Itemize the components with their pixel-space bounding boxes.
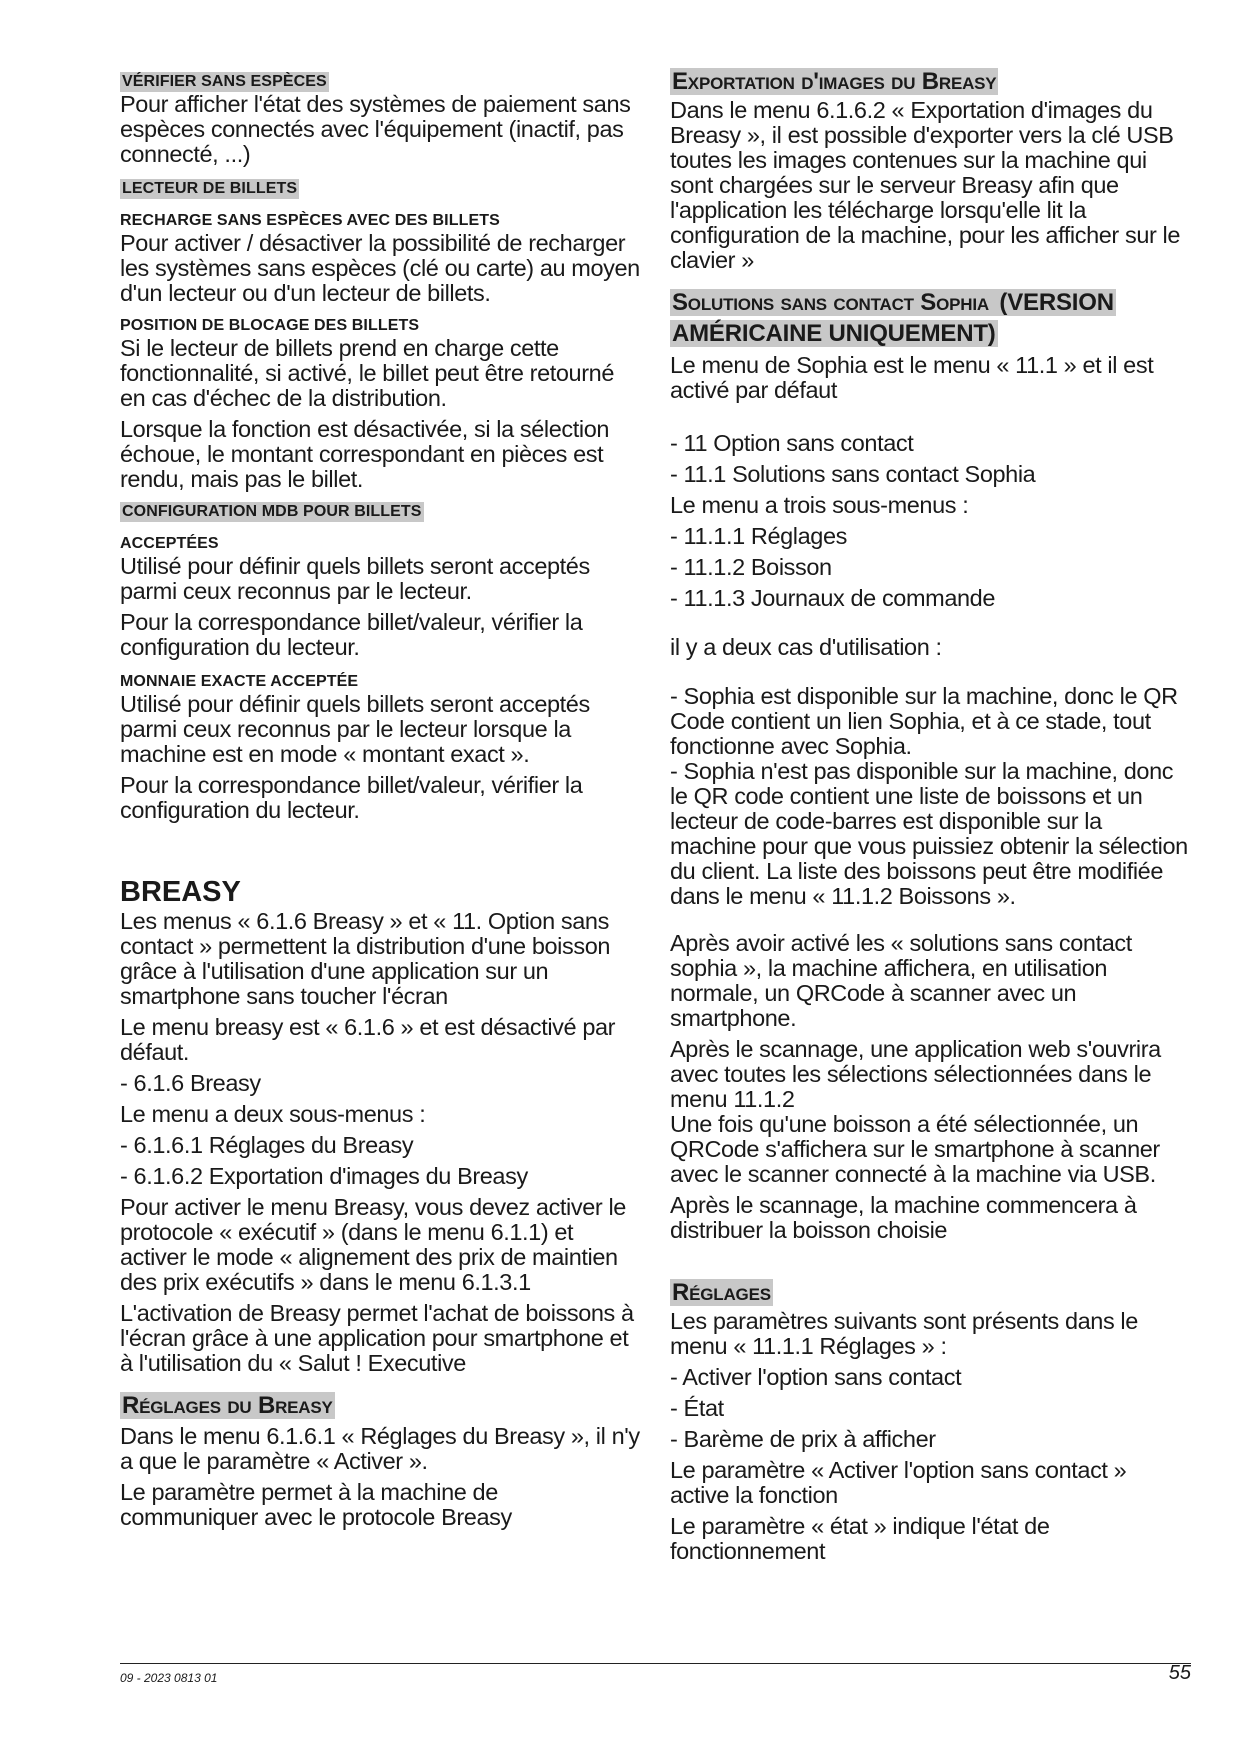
page-number: 55 bbox=[1168, 1662, 1191, 1684]
subheading-recharge: RECHARGE SANS ESPÈCES AVEC DES BILLETS bbox=[120, 212, 500, 229]
list-item: - État bbox=[670, 1395, 724, 1421]
paragraph: Les paramètres suivants sont présents dans le menu « 11.1.1 Réglages » : bbox=[670, 1308, 1138, 1359]
document-code: 09 - 2023 0813 01 bbox=[120, 1671, 218, 1685]
paragraph: Le menu de Sophia est le menu « 11.1 » et il est activé par défaut bbox=[670, 352, 1154, 403]
paragraph: Le menu a trois sous-menus : bbox=[670, 492, 969, 518]
paragraph: Le menu a deux sous-menus : bbox=[120, 1101, 426, 1127]
list-item: - 11.1.3 Journaux de commande bbox=[670, 585, 995, 611]
paragraph: L'activation de Breasy permet l'achat de boissons à l'écran grâce à une application pour smartphone et à l'utilisation du « Salut ! Executive bbox=[120, 1300, 634, 1376]
subheading-acceptees: ACCEPTÉES bbox=[120, 535, 219, 552]
footer-divider bbox=[120, 1663, 1191, 1664]
heading-verifier-sans-especes: VÉRIFIER SANS ESPÈCES bbox=[122, 73, 327, 90]
paragraph: Les menus « 6.1.6 Breasy » et « 11. Option sans contact » permettent la distribution d'une boisson grâce à l'utilisation d'une application sur un smartphone sans toucher l'écran bbox=[120, 908, 611, 1009]
paragraph: Pour la correspondance billet/valeur, vérifier la configuration du lecteur. bbox=[120, 772, 583, 823]
heading-reglages-du-breasy: Réglages du Breasy bbox=[122, 1392, 333, 1419]
paragraph: Dans le menu 6.1.6.1 « Réglages du Breasy », il n'y a que le paramètre « Activer ». bbox=[120, 1423, 640, 1474]
list-item: - 11.1 Solutions sans contact Sophia bbox=[670, 461, 1036, 487]
list-item: - 11 Option sans contact bbox=[670, 430, 914, 456]
paragraph: Après avoir activé les « solutions sans contact sophia », la machine affichera, en utilisation normale, un QRCode à scanner avec un smartphone. bbox=[670, 930, 1132, 1031]
paragraph: il y a deux cas d'utilisation : bbox=[670, 634, 942, 660]
paragraph: Lorsque la fonction est désactivée, si la sélection échoue, le montant correspondant en pièces est rendu, mais pas le billet. bbox=[120, 416, 610, 492]
paragraph: Le paramètre permet à la machine de communiquer avec le protocole Breasy bbox=[120, 1479, 512, 1530]
paragraph: Pour la correspondance billet/valeur, vérifier la configuration du lecteur. bbox=[120, 609, 583, 660]
paragraph: Le menu breasy est « 6.1.6 » et est désactivé par défaut. bbox=[120, 1014, 616, 1065]
paragraph: Dans le menu 6.1.6.2 « Exportation d'images du Breasy », il est possible d'exporter vers la clé USB toutes les images contenues sur la machine qui sont chargées sur le serveur Breasy afin que l'application les télécharge lorsqu'elle lit la configuration de la machine, pour les afficher sur le clavier » bbox=[670, 97, 1181, 273]
list-item: - 6.1.6.1 Réglages du Breasy bbox=[120, 1132, 414, 1158]
subheading-monnaie-exacte: MONNAIE EXACTE ACCEPTÉE bbox=[120, 673, 359, 690]
paragraph: Pour afficher l'état des systèmes de paiement sans espèces connectés avec l'équipement (inactif, pas connecté, ...) bbox=[120, 91, 631, 167]
heading-solutions-sans-contact bbox=[670, 289, 1190, 351]
paragraph: Pour activer le menu Breasy, vous devez activer le protocole « exécutif » (dans le menu 6.1.1) et activer le mode « alignement des prix de maintien des prix exécutifs » dans le menu 6.1.3.1 bbox=[120, 1194, 626, 1295]
list-item: - 6.1.6.2 Exportation d'images du Breasy bbox=[120, 1163, 528, 1189]
list-item: - Barème de prix à afficher bbox=[670, 1426, 936, 1452]
paragraph: Après le scannage, la machine commencera à distribuer la boisson choisie bbox=[670, 1192, 1137, 1243]
heading-breasy: BREASY bbox=[120, 876, 241, 908]
paragraph: Utilisé pour définir quels billets seront acceptés parmi ceux reconnus par le lecteur lorsque la machine est en mode « montant exact ». bbox=[120, 691, 590, 767]
subheading-position-blocage: POSITION DE BLOCAGE DES BILLETS bbox=[120, 317, 420, 334]
paragraph: Le paramètre « état » indique l'état de fonctionnement bbox=[670, 1513, 1050, 1564]
list-item: - 11.1.2 Boisson bbox=[670, 554, 832, 580]
list-item: - Activer l'option sans contact bbox=[670, 1364, 962, 1390]
paragraph: Une fois qu'une boisson a été sélectionnée, un QRCode s'affichera sur le smartphone à scanner avec le scanner connecté à la machine via USB. bbox=[670, 1111, 1160, 1187]
heading-reglages: Réglages bbox=[672, 1279, 771, 1306]
list-item: - 6.1.6 Breasy bbox=[120, 1070, 261, 1096]
heading-exportation-images: Exportation d'images du Breasy bbox=[672, 68, 997, 95]
heading-solutions-part-a: Solutions sans contact Sophia bbox=[672, 289, 989, 316]
paragraph: - Sophia n'est pas disponible sur la machine, donc le QR code contient une liste de boissons et un lecteur de code-barres est disponible sur la machine pour que vous puissiez obtenir la sélection du client. La liste des boissons peut être modifiée dans le menu « 11.1.2 Boissons ». bbox=[670, 758, 1188, 909]
paragraph: - Sophia est disponible sur la machine, donc le QR Code contient un lien Sophia, et à ce stade, tout fonctionne avec Sophia. bbox=[670, 683, 1178, 759]
paragraph: Après le scannage, une application web s'ouvrira avec toutes les sélections sélectionnées dans le menu 11.1.2 bbox=[670, 1036, 1161, 1112]
paragraph: Pour activer / désactiver la possibilité de recharger les systèmes sans espèces (clé ou carte) au moyen d'un lecteur ou d'un lecteur de billets. bbox=[120, 230, 640, 306]
paragraph: Le paramètre « Activer l'option sans contact » active la fonction bbox=[670, 1457, 1127, 1508]
right-column bbox=[670, 68, 1190, 1564]
heading-configuration-mdb: CONFIGURATION MDB POUR BILLETS bbox=[122, 503, 422, 520]
paragraph: Utilisé pour définir quels billets seront acceptés parmi ceux reconnus par le lecteur. bbox=[120, 553, 590, 604]
paragraph: Si le lecteur de billets prend en charge cette fonctionnalité, si activé, le billet peut être retourné en cas d'échec de la distribution. bbox=[120, 335, 614, 411]
heading-solutions-part-b: (VERSION AMÉRICAINE UNIQUEMENT) bbox=[672, 289, 1114, 347]
list-item: - 11.1.1 Réglages bbox=[670, 523, 847, 549]
heading-lecteur-de-billets: LECTEUR DE BILLETS bbox=[122, 180, 298, 197]
left-column bbox=[120, 68, 640, 1530]
